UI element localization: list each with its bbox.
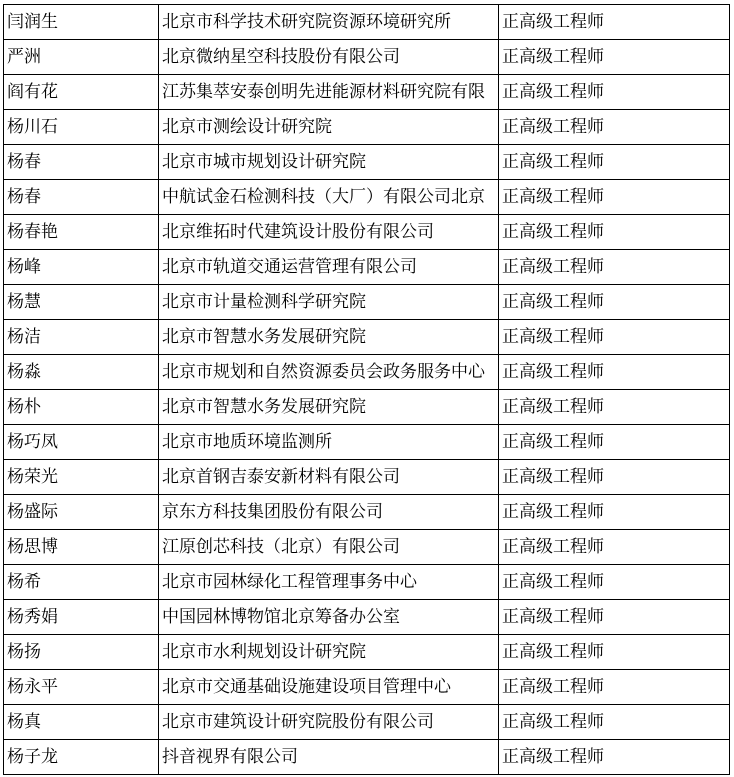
table-row: [4, 320, 730, 355]
name-cell: 严洲: [4, 40, 159, 75]
table-row: [4, 670, 730, 705]
table-row: [4, 600, 730, 635]
organization-cell: 北京市建筑设计研究院股份有限公司: [159, 705, 499, 740]
name-cell: 杨春艳: [4, 215, 159, 250]
organization-cell: 北京市计量检测科学研究院: [159, 285, 499, 320]
organization-cell: 北京市智慧水务发展研究院: [159, 390, 499, 425]
table-row: [4, 495, 730, 530]
title-cell: 正高级工程师: [499, 705, 730, 740]
table-row: [4, 250, 730, 285]
title-cell: 正高级工程师: [499, 635, 730, 670]
roster-body: [4, 5, 730, 775]
organization-cell: 北京市规划和自然资源委员会政务服务中心: [159, 355, 499, 390]
name-cell: 杨荣光: [4, 460, 159, 495]
name-cell: 闫润生: [4, 5, 159, 40]
organization-cell: 抖音视界有限公司: [159, 740, 499, 775]
name-cell: 杨淼: [4, 355, 159, 390]
organization-cell: 中国园林博物馆北京筹备办公室: [159, 600, 499, 635]
name-cell: 杨巧凤: [4, 425, 159, 460]
table-row: [4, 285, 730, 320]
table-row: [4, 565, 730, 600]
name-cell: 杨朴: [4, 390, 159, 425]
organization-cell: 北京市地质环境监测所: [159, 425, 499, 460]
table-row: [4, 75, 730, 110]
table-row: [4, 5, 730, 40]
organization-cell: 北京市轨道交通运营管理有限公司: [159, 250, 499, 285]
name-cell: 杨洁: [4, 320, 159, 355]
roster-table: [3, 4, 730, 775]
name-cell: 杨慧: [4, 285, 159, 320]
organization-cell: 京东方科技集团股份有限公司: [159, 495, 499, 530]
table-row: [4, 40, 730, 75]
table-row: [4, 390, 730, 425]
organization-cell: 北京维拓时代建筑设计股份有限公司: [159, 215, 499, 250]
organization-cell: 北京市园林绿化工程管理事务中心: [159, 565, 499, 600]
name-cell: 杨峰: [4, 250, 159, 285]
table-row: [4, 145, 730, 180]
title-cell: 正高级工程师: [499, 355, 730, 390]
organization-cell: 江原创芯科技（北京）有限公司: [159, 530, 499, 565]
name-cell: 杨秀娟: [4, 600, 159, 635]
title-cell: 正高级工程师: [499, 40, 730, 75]
organization-cell: 北京微纳星空科技股份有限公司: [159, 40, 499, 75]
title-cell: 正高级工程师: [499, 425, 730, 460]
title-cell: 正高级工程师: [499, 215, 730, 250]
name-cell: 杨扬: [4, 635, 159, 670]
title-cell: 正高级工程师: [499, 180, 730, 215]
title-cell: 正高级工程师: [499, 670, 730, 705]
title-cell: 正高级工程师: [499, 5, 730, 40]
name-cell: 杨子龙: [4, 740, 159, 775]
title-cell: 正高级工程师: [499, 740, 730, 775]
name-cell: 杨希: [4, 565, 159, 600]
name-cell: 杨春: [4, 180, 159, 215]
organization-cell: 江苏集萃安泰创明先进能源材料研究院有限: [159, 75, 499, 110]
title-cell: 正高级工程师: [499, 285, 730, 320]
table-row: [4, 705, 730, 740]
organization-cell: 北京市城市规划设计研究院: [159, 145, 499, 180]
title-cell: 正高级工程师: [499, 75, 730, 110]
name-cell: 杨川石: [4, 110, 159, 145]
name-cell: 阎有花: [4, 75, 159, 110]
title-cell: 正高级工程师: [499, 530, 730, 565]
title-cell: 正高级工程师: [499, 145, 730, 180]
table-row: [4, 215, 730, 250]
organization-cell: 北京首钢吉泰安新材料有限公司: [159, 460, 499, 495]
organization-cell: 北京市交通基础设施建设项目管理中心: [159, 670, 499, 705]
title-cell: 正高级工程师: [499, 495, 730, 530]
table-row: [4, 740, 730, 775]
organization-cell: 北京市水利规划设计研究院: [159, 635, 499, 670]
title-cell: 正高级工程师: [499, 390, 730, 425]
organization-cell: 北京市科学技术研究院资源环境研究所: [159, 5, 499, 40]
name-cell: 杨思博: [4, 530, 159, 565]
table-row: [4, 425, 730, 460]
title-cell: 正高级工程师: [499, 460, 730, 495]
title-cell: 正高级工程师: [499, 600, 730, 635]
name-cell: 杨真: [4, 705, 159, 740]
table-row: [4, 355, 730, 390]
table-row: [4, 180, 730, 215]
organization-cell: 北京市智慧水务发展研究院: [159, 320, 499, 355]
table-row: [4, 460, 730, 495]
name-cell: 杨春: [4, 145, 159, 180]
title-cell: 正高级工程师: [499, 565, 730, 600]
table-row: [4, 635, 730, 670]
title-cell: 正高级工程师: [499, 320, 730, 355]
organization-cell: 北京市测绘设计研究院: [159, 110, 499, 145]
organization-cell: 中航试金石检测科技（大厂）有限公司北京: [159, 180, 499, 215]
title-cell: 正高级工程师: [499, 250, 730, 285]
name-cell: 杨永平: [4, 670, 159, 705]
table-row: [4, 110, 730, 145]
table-row: [4, 530, 730, 565]
title-cell: 正高级工程师: [499, 110, 730, 145]
name-cell: 杨盛际: [4, 495, 159, 530]
